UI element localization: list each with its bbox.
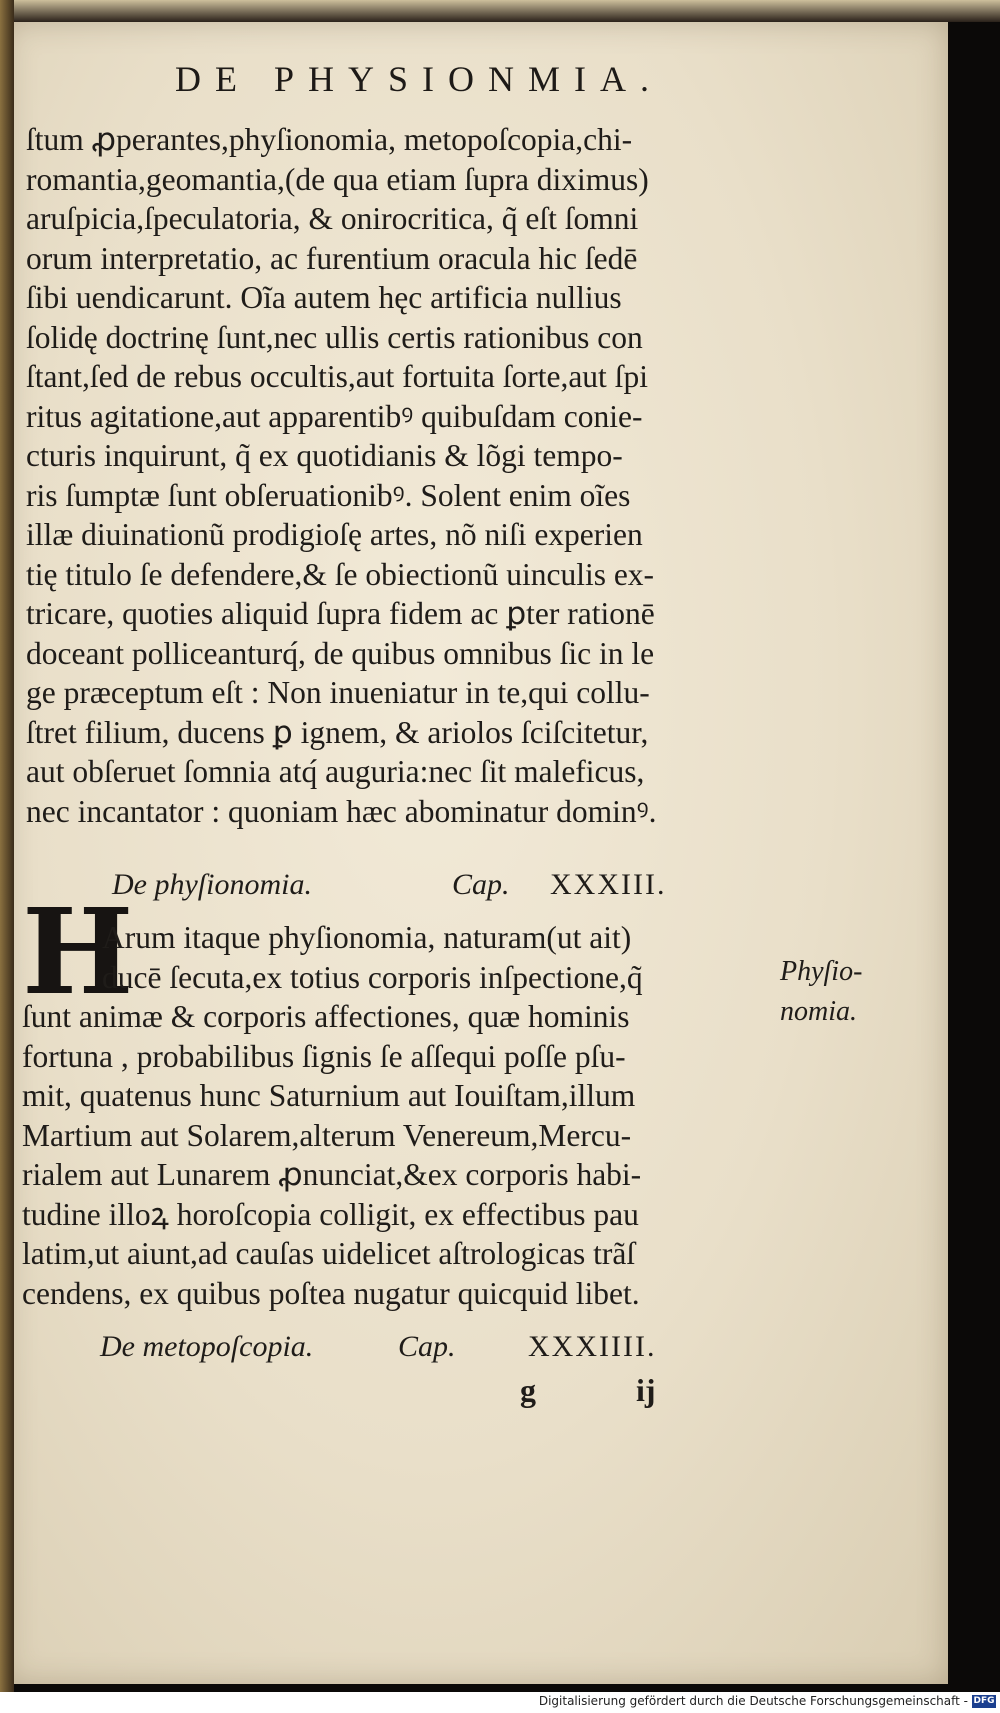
signature-mark-number: ij: [636, 1372, 656, 1408]
text-line: Arum itaque phyſionomia, naturam(ut ait): [102, 920, 632, 955]
text-line: tię titulo ſe defendere,& ſe obiectionũ uinculis ex-: [26, 556, 655, 592]
running-head: DE PHYSIONMIA.: [175, 59, 664, 99]
text-line: Martium aut Solarem,alterum Venereum,Mercu-: [22, 1117, 632, 1153]
text-line: rialem aut Lunarem ꝓnunciat,&ex corporis habi-: [22, 1157, 642, 1192]
text-line: nec incantator : quoniam hæc abominatur dominꝰ.: [26, 793, 657, 829]
page-binding-edge: [0, 0, 14, 1713]
text-line: ris ſumptæ ſunt obſeruationibꝰ. Solent enim oĩes: [26, 477, 631, 513]
text-line: ſibi uendicarunt. Oĩa autem hęc artificia nullius: [26, 280, 622, 315]
text-line: ſtret filium, ducens ꝑ ignem, & ariolos ſciſcitetur,: [26, 714, 649, 750]
marginal-note: [780, 952, 890, 1032]
marginal-note-line: Phyſio-: [780, 956, 863, 987]
body-text: [26, 120, 786, 831]
text-line: tudine illoꝝ horoſcopia colligit, ex effectibus pau: [22, 1196, 639, 1232]
footer-credit: Digitalisierung gefördert durch die Deutsche Forschungsgemeinschaft -: [538, 1694, 968, 1708]
signature-mark-letter: g: [520, 1372, 536, 1408]
text-line: romantia,geomantia,(de qua etiam ſupra diximus): [26, 161, 649, 197]
footer-bar: [0, 1692, 1000, 1713]
text-line: tricare, quoties aliquid ſupra fidem ac ꝑter rationē: [26, 596, 655, 631]
marginal-note-line: nomia.: [780, 996, 857, 1027]
text-line: aut obſeruet ſomnia atq́ auguria:nec ſit maleficus,: [26, 754, 645, 789]
chapter-33-number: XXXIII.: [550, 868, 667, 901]
text-line: ge præceptum eſt : Non inueniatur in te,qui collu-: [26, 675, 650, 710]
text-line: illæ diuinationũ prodigioſę artes, nõ niſi experien: [26, 517, 643, 552]
chapter-34-number: XXXIIII.: [528, 1330, 657, 1363]
dropcap-initial: H: [22, 882, 134, 1021]
chapter-33-title: De phyſionomia.: [112, 868, 312, 901]
dfg-logo: DFG: [973, 1696, 995, 1706]
text-line: ſunt animæ & corporis affectiones, quæ hominis: [22, 999, 630, 1034]
text-line: ſolidę doctrinę ſunt,nec ullis certis rationibus con: [26, 319, 643, 355]
chapter-33-text: [22, 918, 782, 1313]
text-line: mit, quatenus hunc Saturnium aut Iouiſtam,illum: [22, 1078, 636, 1113]
top-band: [0, 0, 1000, 22]
chapter-34-title: De metopoſcopia.: [100, 1330, 314, 1363]
text-line: ſtum ꝓperantes,phyſionomia, metopoſcopia,chi-: [26, 122, 633, 157]
text-line: cendens, ex quibus poſtea nugatur quicquid libet.: [22, 1275, 640, 1311]
text-line: aruſpicia,ſpeculatoria, & onirocritica, q̃ eſt ſomni: [26, 201, 639, 236]
chapter-33-heading: [112, 868, 667, 902]
chapter-34-heading: [100, 1330, 657, 1364]
text-line: orum interpretatio, ac furentium oracula hic ſedē: [26, 240, 638, 276]
text-line: doceant polliceanturq́, de quibus omnibus ſic in le: [26, 635, 655, 671]
text-line: ſtant,ſed de rebus occultis,aut fortuita ſorte,aut ſpi: [26, 359, 648, 394]
text-line: cturis inquirunt, q̃ ex quotidianis & lõgi tempo-: [26, 438, 623, 473]
text-line: latim,ut aiunt,ad cauſas uidelicet aſtrologicas trãſ: [22, 1236, 636, 1271]
chapter-33-cap: Cap.: [452, 868, 510, 901]
chapter-34-cap: Cap.: [398, 1330, 456, 1363]
text-line: fortuna , probabilibus ſignis ſe aſſequi poſſe pſu-: [22, 1038, 626, 1074]
text-line: ducē ſecuta,ex totius corporis inſpectione,q̃: [102, 959, 643, 995]
text-line: ritus agitatione,aut apparentibꝰ quibuſdam conie-: [26, 398, 643, 434]
